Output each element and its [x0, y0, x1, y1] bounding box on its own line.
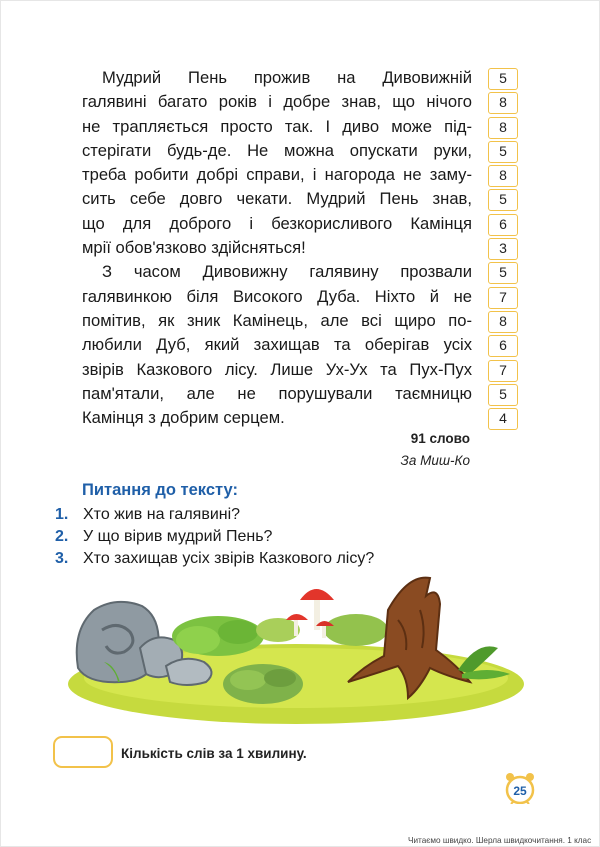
- story-line: З часом Дивовижну галявину прозвали: [102, 262, 472, 282]
- story-line: помітив, як зник Камінець, але всі щиро по-: [82, 310, 472, 330]
- story-line: галявині багато років і добре знав, що нічого: [82, 92, 472, 112]
- line-word-count: 8: [488, 117, 518, 139]
- line-word-count: 8: [488, 311, 518, 333]
- story-line: треба робити добрі справи, і нагорода не заму-: [82, 165, 472, 185]
- line-word-count: 8: [488, 165, 518, 187]
- line-word-count: 8: [488, 92, 518, 114]
- story-line: любили Дуб, який захищав та оберігав усіх: [82, 335, 472, 355]
- question-number: 3.: [55, 550, 69, 567]
- story-line: мрії обов'язково здійсняться!: [82, 238, 306, 258]
- story-line: не трапляється просто так. І диво може під-: [82, 116, 472, 136]
- line-word-count: 5: [488, 262, 518, 284]
- question-text: У що вірив мудрий Пень?: [83, 528, 273, 545]
- story-line: сить себе довго чекати. Мудрий Пень знав,: [82, 189, 472, 209]
- page-number: 25: [513, 784, 527, 798]
- line-word-count: 7: [488, 360, 518, 382]
- line-word-count: 5: [488, 189, 518, 211]
- line-word-count: 6: [488, 214, 518, 236]
- line-word-count: 7: [488, 287, 518, 309]
- question-number: 1.: [55, 506, 69, 523]
- line-word-count: 5: [488, 68, 518, 90]
- questions-heading: Питання до тексту:: [82, 481, 238, 499]
- story-line: стерігати будь-де. Не можна опускати руки,: [82, 140, 472, 160]
- line-word-count: 5: [488, 384, 518, 406]
- footer-text: Читаємо швидко. Шерла швидкочитання. 1 клас: [408, 836, 592, 845]
- words-per-minute-label: Кількість слів за 1 хвилину.: [121, 746, 307, 761]
- story-line: Камінця з добрим серцем.: [82, 408, 285, 428]
- story-text: [82, 66, 472, 430]
- story-line: пам'ятали, але не порушували таємницю: [82, 383, 472, 403]
- story-line: що для доброго і безкорисливого Камінця: [82, 213, 472, 233]
- question-item: [55, 548, 374, 570]
- word-count-column: [488, 68, 518, 432]
- line-word-count: 6: [488, 335, 518, 357]
- words-per-minute-input[interactable]: [53, 736, 113, 768]
- question-item: [55, 526, 374, 548]
- meadow-illustration: [58, 570, 528, 730]
- story-line: звірів Казкового лісу. Лише Ух-Ух та Пух-Пух: [82, 359, 472, 379]
- story-line: Мудрий Пень прожив на Дивовижній: [102, 68, 472, 87]
- question-item: [55, 504, 374, 526]
- line-word-count: 4: [488, 408, 518, 430]
- question-text: Хто жив на галявині?: [83, 506, 241, 523]
- author-credit: За Миш-Ко: [400, 453, 470, 468]
- line-word-count: 5: [488, 141, 518, 163]
- alarm-clock-icon: [504, 770, 536, 804]
- question-number: 2.: [55, 528, 69, 545]
- line-word-count: 3: [488, 238, 518, 260]
- total-word-count: 91 слово: [410, 431, 470, 446]
- questions-list: [55, 504, 374, 570]
- story-line: галявинкою біля Високого Дуба. Ніхто й не: [82, 286, 472, 306]
- question-text: Хто захищав усіх звірів Казкового лісу?: [83, 550, 375, 567]
- bush-icon: [172, 616, 264, 656]
